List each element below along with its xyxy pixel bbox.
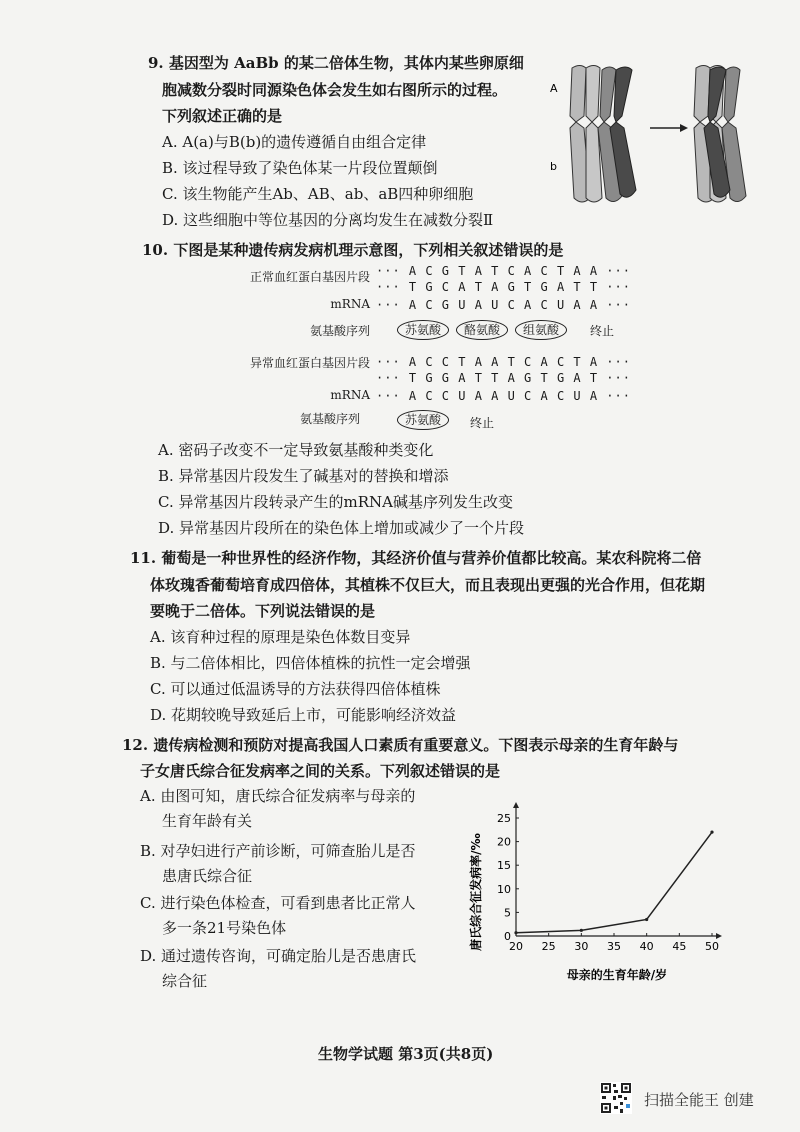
chromosome-pair-after [694,66,746,203]
page-footer: 生物学试题 第3页(共8页) [318,1045,494,1063]
abnormal-amino-label: 氨基酸序列 [299,412,360,426]
abnormal-stop: 终止 [470,416,495,430]
qr-code-icon [600,1082,632,1114]
q12-option-a-line1: A. 由图可知，唐氏综合征发病率与母亲的 [140,787,416,805]
y-tick-label: 0 [504,930,511,943]
q9-stem-line3: 下列叙述正确的是 [162,107,283,125]
q12-option-b-line2: 患唐氏综合征 [162,867,253,885]
q9-stem-line1: 9. 基因型为 AaBb 的某二倍体生物，其体内某些卵原细 [148,54,524,72]
x-tick-label: 20 [509,940,523,953]
x-tick-label: 50 [705,940,719,953]
q11-option-b: B. 与二倍体相比，四倍体植株的抗性一定会增强 [150,654,471,672]
q12-option-a-line2: 生育年龄有关 [162,812,253,830]
q12-option-d-line1: D. 通过遗传咨询，可确定胎儿是否患唐氏 [140,947,417,965]
y-axis-arrow [513,802,519,808]
normal-mrna: ··· A C G U A U C A C U A A ··· [376,298,631,312]
abnormal-gene-label: 异常血红蛋白基因片段 [249,356,370,370]
q12-option-c-line1: C. 进行染色体检查，可看到患者比正常人 [140,894,416,912]
q12-option-b-line1: B. 对孕妇进行产前诊断，可筛查胎儿是否 [140,842,416,860]
q9-option-a: A. A(a)与B(b)的遗传遵循自由组合定律 [162,133,427,151]
chromosome-pair-before [570,66,636,203]
normal-gene-label: 正常血红蛋白基因片段 [249,270,370,284]
q11-stem-line3: 要晚于二倍体。下列说法错误的是 [150,602,376,620]
normal-strand-1: ··· A C G T A T C A C T A A ··· [376,264,631,278]
gene-label-b: b [550,160,557,173]
abnormal-strand-2: ··· T G G A T T A G T G A T ··· [376,371,631,385]
q12-stem-line1: 12. 遗传病检测和预防对提高我国人口素质有重要意义。下图表示母亲的生育年龄与 [122,736,679,754]
normal-strand-2: ··· T G C A T A G T G A T T ··· [376,280,631,294]
x-axis-arrow [716,933,722,939]
q10-stem: 10. 下图是某种遗传病发病机理示意图，下列相关叙述错误的是 [142,241,564,259]
down-syndrome-line-chart [460,796,730,986]
x-tick-label: 30 [574,940,589,953]
y-tick-label: 25 [497,812,511,825]
normal-stop: 终止 [590,324,615,338]
series-line [516,832,712,933]
gene-label-a: A [550,82,558,95]
normal-amino-2: 酪氨酸 [456,320,508,340]
q12-stem-line2: 子女唐氏综合征发病率之间的关系。下列叙述错误的是 [140,762,501,780]
chromosome-crossover-figure [540,58,750,218]
abnormal-amino-1: 苏氨酸 [397,410,449,430]
abnormal-mrna-label: mRNA [330,388,370,402]
q12-option-c-line2: 多一条21号染色体 [162,919,287,937]
q12-option-d-line2: 综合征 [162,972,208,990]
normal-amino-label: 氨基酸序列 [309,324,370,338]
abnormal-strand-1: ··· A C C T A A T C A C T A ··· [376,355,631,369]
chart-y-axis-label: 唐氏综合征发病率/‰ [469,833,483,951]
q11-stem-line2: 体玫瑰香葡萄培育成四倍体，其植株不仅巨大，而且表现出更强的光合作用，但花期 [150,576,706,594]
chart-axes [513,802,722,939]
x-tick-label: 25 [541,940,556,953]
q9-stem-line2: 胞减数分裂时同源染色体会发生如右图所示的过程。 [162,81,508,99]
normal-mrna-label: mRNA [330,297,370,311]
q10-option-a: A. 密码子改变不一定导致氨基酸种类变化 [158,441,434,459]
y-tick-label: 10 [497,882,511,896]
x-tick-label: 40 [639,940,654,953]
q10-option-b: B. 异常基因片段发生了碱基对的替换和增添 [158,467,449,485]
y-tick-label: 20 [497,835,511,849]
q11-option-c: C. 可以通过低温诱导的方法获得四倍体植株 [150,680,441,698]
scanner-watermark: 扫描全能王 创建 [644,1091,754,1109]
data-point [580,929,583,932]
chart-x-axis-label: 母亲的生育年龄/岁 [566,968,668,982]
q9-option-c: C. 该生物能产生Ab、AB、ab、aB四种卵细胞 [162,185,474,203]
x-tick-label: 35 [607,940,621,953]
q9-option-d: D. 这些细胞中等位基因的分离均发生在减数分裂Ⅱ [162,211,494,229]
q10-option-c: C. 异常基因片段转录产生的mRNA碱基序列发生改变 [158,493,513,511]
chart-series [514,831,713,935]
q11-option-a: A. 该育种过程的原理是染色体数目变异 [150,628,411,646]
normal-amino-1: 苏氨酸 [397,320,449,340]
data-point [710,831,713,834]
y-tick-label: 15 [497,859,511,873]
abnormal-mrna: ··· A C C U A A U C A C U A ··· [376,389,631,403]
normal-amino-3: 组氨酸 [515,320,567,340]
q9-option-b: B. 该过程导致了染色体某一片段位置颠倒 [162,159,438,177]
q11-stem-line1: 11. 葡萄是一种世界性的经济作物，其经济价值与营养价值都比较高。某农科院将二倍 [130,549,702,567]
x-tick-label: 45 [672,940,687,953]
data-point [514,931,517,934]
q11-option-d: D. 花期较晚导致延后上市，可能影响经济效益 [150,706,457,724]
y-tick-label: 5 [504,906,511,920]
q10-option-d: D. 异常基因片段所在的染色体上增加或减少了一个片段 [158,519,525,537]
data-point [645,918,648,921]
